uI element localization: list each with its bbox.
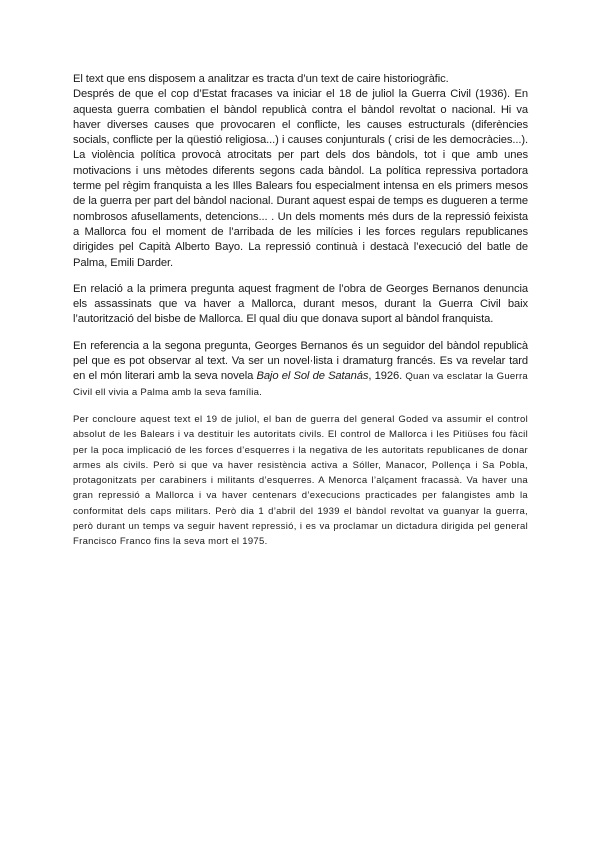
paragraph-intro xyxy=(73,72,528,271)
novel-year: , 1926. xyxy=(368,370,403,383)
intro-sentence: El text que ens disposem a analitzar es tracta d’un text de caire historiogràfic. xyxy=(73,73,449,85)
second-question-small-text: Quan va esclatar la Guerra Civil ell vivia a Palma amb la seva família. xyxy=(73,371,528,398)
paragraph-conclusion: Per concloure aquest text el 19 de juliol, el ban de guerra del general Goded va assumir el control absolut de les Balears i va destituir les autoritats civils. El control de Mallorca i les Pitiüses fou fàcil per la poca implicació de les forces d’esquerres i la negativa de les autoritats republicanes de donar armes als civils. Però si que va haver resistència activa a Sóller, Manacor, Pollença i Sa Pobla, protagonitzats per carabiners i militants d’esquerres. A Menorca l’alçament fracassà. Va haver una gran repressió a Mallorca i va haver centenars d’execucions practicades per falangistes amb la conformitat dels caps militars. Però dia 1 d’abril del 1939 el bàndol revoltat va guanyar la guerra, però durant un temps va seguir havent repressió, i es va proclamar un dictadura dirigida pel general Francisco Franco fins la seva mort el 1975. xyxy=(73,413,528,548)
second-question-text: En referencia a la segona pregunta, Georges Bernanos és un seguidor del bàndol republicà pel que es pot observar al text. Va ser un novel·lista i dramaturg francés. Es va revelar tard en el món literari amb la seva novela xyxy=(73,339,528,383)
paragraph-first-question: En relació a la primera pregunta aquest fragment de l’obra de Georges Bernanos denuncia els assassinats que va haver a Mallorca, durant mesos, durant la Guerra Civil baix l’autorització del bisbe de Mallorca. El qual diu que donava suport al bàndol franquista. xyxy=(73,282,528,326)
document-body xyxy=(73,72,528,550)
novel-title: Bajo el Sol de Satanás xyxy=(256,370,369,383)
paragraph-second-question xyxy=(73,339,528,400)
historical-context-text: Després de que el cop d’Estat fracases va iniciar el 18 de juliol la Guerra Civil (1936). En aquesta guerra combatien el bàndol republicà contra el bàndol revoltat o nacional. Hi va haver diverses causes que provocaren el conflicte, les causes estructurals (diferències socials, conflicte per la qüestió religiosa...) i causes conjunturals ( crisi de les democràcies...). La violència política provocà atrocitats per part dels dos bàndols, tot i que amb unes motivacions i uns mètodes diferents segons cada bàndol. La política repressiva portadora terme pel règim franquista a les Illes Balears fou especialment intensa en els primers mesos de la guerra per part del bàndol nacional. Durant aquest espai de temps es dugueren a terme nombrosos afusellaments, detencions... . Un dels moments més durs de la repressió feixista a Mallorca fou el moment de l’arribada de les milícies i les forces regulars republicanes dirigides pel Capità Alberto Bayo. La repressió continuà i destacà l’execució del batle de Palma, Emili Darder. xyxy=(73,88,528,269)
